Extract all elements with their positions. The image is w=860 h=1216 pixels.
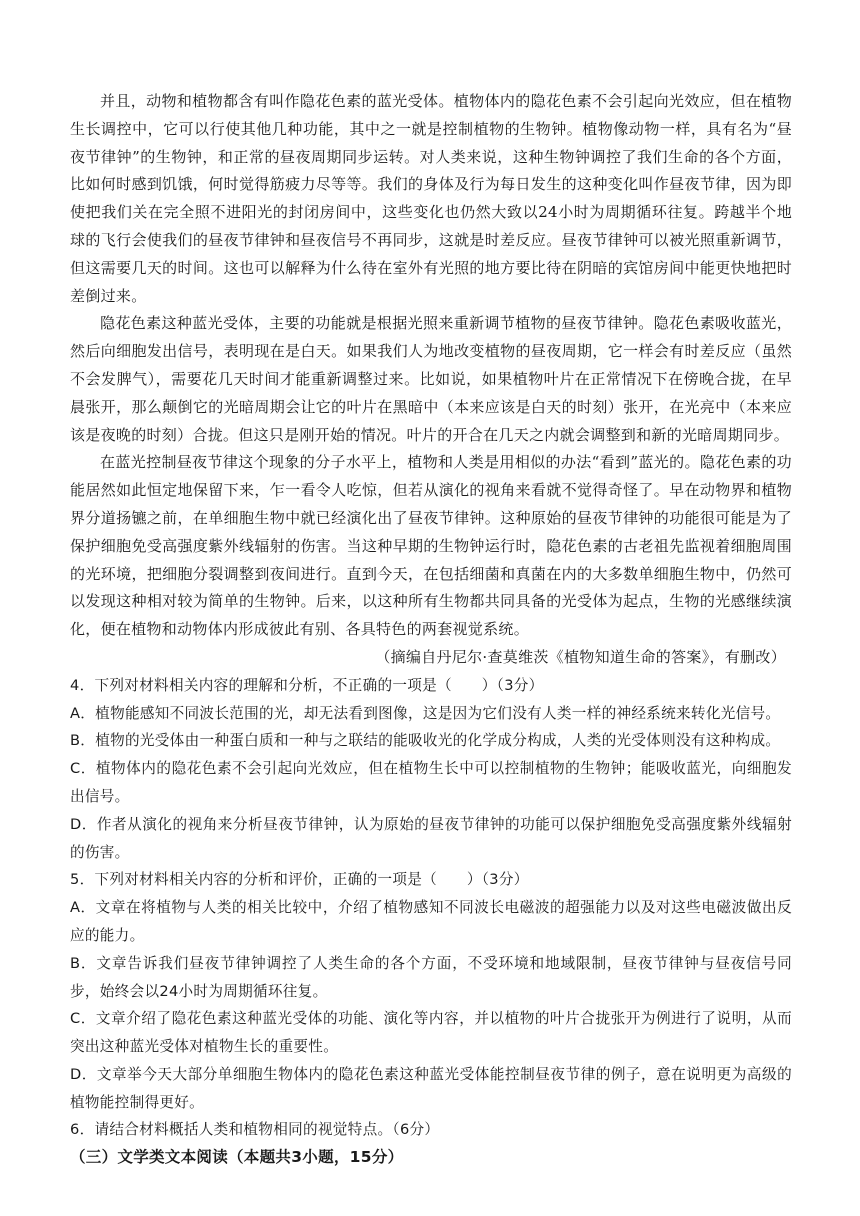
question-4-option-b: B．植物的光受体由一种蛋白质和一种与之联结的能吸收光的化学成分构成，人类的光受体则没有这种构成。	[70, 732, 781, 750]
passage-paragraph-3: 在蓝光控制昼夜节律这个现象的分子水平上，植物和人类是用相似的办法“看到”蓝光的。隐花色素的功能居然如此恒定地保留下来，乍一看令人吃惊，但若从演化的视角来看就不觉得奇怪了。早在动物界和植物界分道扬镳之前，在单细胞生物中就已经演化出了昼夜节律钟。这种原始的昼夜节律钟的功能很可能是为了保护细胞免受高强度紫外线辐射的伤害。当这种早期的生物钟运行时，隐花色素的古老祖先监视着细胞周围的光环境，把细胞分裂调整到夜间进行。直到今天，在包括细菌和真菌在内的大多数单细胞生物中，仍然可以发现这种相对较为简单的生物钟。后来，以这种所有生物都共同具备的光受体为起点，生物的光感继续演化，便在植物和动物体内形成彼此有别、各具特色的两套视觉系统。	[70, 453, 792, 639]
passage-source: （摘编自丹尼尔·查莫维茨《植物知道生命的答案》，有删改）	[375, 647, 786, 666]
question-4-option-a: A．植物能感知不同波长范围的光，却无法看到图像，这是因为它们没有人类一样的神经系统来转化光信号。	[70, 704, 781, 722]
question-6-stem: 6．请结合材料概括人类和植物相同的视觉特点。（6分）	[70, 1121, 440, 1139]
section-heading: （三）文学类文本阅读（本题共3小题，15分）	[70, 1148, 404, 1167]
exam-page	[70, 88, 792, 1172]
question-5-option-d: D．文章举今天大部分单细胞生物体内的隐花色素这种蓝光受体能控制昼夜节律的例子，意在说明更为高级的植物能控制得更好。	[70, 1065, 792, 1111]
question-4-stem: 4．下列对材料相关内容的理解和分析，不正确的一项是（ ）（3分）	[70, 676, 544, 694]
question-5-stem: 5．下列对材料相关内容的分析和评价，正确的一项是（ ）（3分）	[70, 871, 529, 889]
question-5-option-b: B．文章告诉我们昼夜节律钟调控了人类生命的各个方面，不受环境和地域限制，昼夜节律钟与昼夜信号同步，始终会以24小时为周期循环往复。	[70, 954, 792, 1000]
question-4-option-d: D．作者从演化的视角来分析昼夜节律钟，认为原始的昼夜节律钟的功能可以保护细胞免受高强度紫外线辐射的伤害。	[70, 815, 792, 861]
passage-paragraph-2: 隐花色素这种蓝光受体，主要的功能就是根据光照来重新调节植物的昼夜节律钟。隐花色素吸收蓝光，然后向细胞发出信号，表明现在是白天。如果我们人为地改变植物的昼夜周期，它一样会有时差反应（虽然不会发脾气），需要花几天时间才能重新调整过来。比如说，如果植物叶片在正常情况下在傍晚合拢，在早晨张开，那么颠倒它的光暗周期会让它的叶片在黑暗中（本来应该是白天的时刻）张开，在光亮中（本来应该是夜晚的时刻）合拢。但这只是刚开始的情况。叶片的开合在几天之内就会调整到和新的光暗周期同步。	[70, 314, 792, 444]
question-5-option-a: A．文章在将植物与人类的相关比较中，介绍了植物感知不同波长电磁波的超强能力以及对这些电磁波做出反应的能力。	[70, 899, 792, 944]
question-5-option-c: C．文章介绍了隐花色素这种蓝光受体的功能、演化等内容，并以植物的叶片合拢张开为例进行了说明，从而突出这种蓝光受体对植物生长的重要性。	[70, 1010, 792, 1056]
question-4-option-c: C．植物体内的隐花色素不会引起向光效应，但在植物生长中可以控制植物的生物钟；能吸收蓝光，向细胞发出信号。	[70, 760, 792, 805]
passage-paragraph-1: 并且，动物和植物都含有叫作隐花色素的蓝光受体。植物体内的隐花色素不会引起向光效应，但在植物生长调控中，它可以行使其他几种功能，其中之一就是控制植物的生物钟。植物像动物一样，具有名为“昼夜节律钟”的生物钟，和正常的昼夜周期同步运转。对人类来说，这种生物钟调控了我们生命的各个方面，比如何时感到饥饿，何时觉得筋疲力尽等等。我们的身体及行为每日发生的这种变化叫作昼夜节律，因为即使把我们关在完全照不进阳光的封闭房间中，这些变化也仍然大致以24小时为周期循环往复。跨越半个地球的飞行会使我们的昼夜节律钟和昼夜信号不再同步，这就是时差反应。昼夜节律钟可以被光照重新调节，但这需要几天的时间。这也可以解释为什么待在室外有光照的地方要比待在阴暗的宾馆房间中能更快地把时差倒过来。	[70, 92, 792, 305]
